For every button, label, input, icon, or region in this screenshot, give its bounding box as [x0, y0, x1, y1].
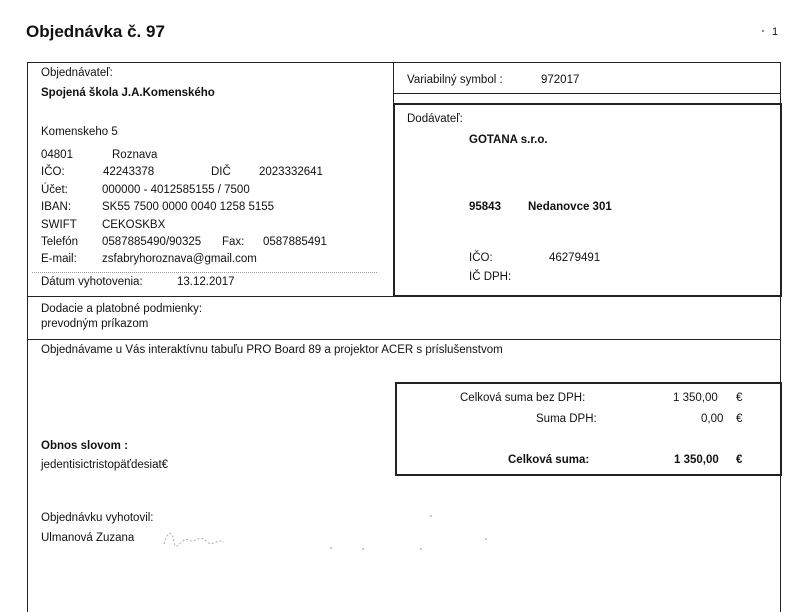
orderer-iban: SK55 7500 0000 0040 1258 5155: [102, 201, 275, 213]
orderer-fax-label: Fax:: [222, 236, 245, 248]
scan-speck: [330, 547, 332, 549]
page-number: 1: [772, 26, 779, 38]
terms-value: prevodným príkazom: [41, 318, 149, 330]
orderer-city: Roznava: [112, 149, 158, 161]
supplier-zip: 95843: [469, 201, 501, 213]
vs-bottom-border: [393, 93, 780, 94]
date-separator: [32, 272, 377, 273]
orderer-email: zsfabryhoroznava@gmail.com: [102, 253, 257, 265]
terms-label: Dodacie a platobné podmienky:: [41, 303, 203, 315]
scan-speck: [430, 515, 432, 517]
supplier-label: Dodávateľ:: [407, 113, 463, 125]
supplier-name: GOTANA s.r.o.: [469, 134, 548, 146]
net-value: 1 350,00: [673, 392, 718, 404]
date-value: 13.12.2017: [177, 276, 235, 288]
supplier-box: [393, 103, 782, 297]
orderer-account: 000000 - 4012585155 / 7500: [102, 184, 250, 196]
orderer-street: Komenskeho 5: [41, 126, 118, 138]
total-label: Celková suma:: [508, 454, 590, 466]
variable-symbol-value: 972017: [541, 74, 580, 86]
words-value: jedentisictristopäťdesiat€: [41, 459, 169, 471]
scan-speck: [362, 548, 364, 550]
form-left-border: [27, 62, 28, 612]
vat-value: 0,00: [701, 413, 724, 425]
description-top-border: [27, 339, 780, 340]
orderer-iban-label: IBAN:: [41, 201, 72, 213]
creator-name: Ulmanová Zuzana: [41, 532, 135, 544]
date-label: Dátum vyhotovenia:: [41, 276, 143, 288]
creator-label: Objednávku vyhotovil:: [41, 512, 154, 524]
orderer-ico: 42243378: [103, 166, 155, 178]
orderer-dic-label: DIČ: [211, 166, 231, 178]
orderer-swift: CEKOSKBX: [102, 219, 166, 231]
orderer-fax: 0587885491: [263, 236, 327, 248]
net-label: Celková suma bez DPH:: [460, 392, 586, 404]
net-currency: €: [736, 392, 743, 404]
orderer-swift-label: SWIFT: [41, 219, 77, 231]
orderer-ico-label: IČO:: [41, 166, 65, 178]
supplier-ico-label: IČO:: [469, 252, 493, 264]
orderer-name: Spojená škola J.A.Komenského: [41, 87, 215, 99]
page-title: Objednávka č. 97: [26, 22, 165, 41]
form-top-border: [27, 62, 780, 63]
orderer-dic: 2023332641: [259, 166, 323, 178]
signature-scribble: [160, 526, 240, 550]
supplier-ico: 46279491: [549, 252, 601, 264]
orderer-phone-label: Telefón: [41, 236, 79, 248]
scan-speck: [485, 538, 487, 540]
supplier-icdph-label: IČ DPH:: [469, 271, 512, 283]
words-label: Obnos slovom :: [41, 440, 128, 452]
order-description: Objednávame u Vás interaktívnu tabuľu PRO Board 89 a projektor ACER s príslušenstvom: [41, 344, 503, 356]
vat-label: Suma DPH:: [536, 413, 597, 425]
orderer-email-label: E-mail:: [41, 253, 77, 265]
scan-speck: [420, 548, 422, 550]
orderer-account-label: Účet:: [41, 184, 68, 196]
total-currency: €: [736, 454, 743, 466]
scan-speck: [762, 30, 764, 32]
variable-symbol-label: Variabilný symbol :: [407, 74, 503, 86]
orderer-label: Objednávateľ:: [41, 67, 113, 79]
orderer-zip: 04801: [41, 149, 73, 161]
total-value: 1 350,00: [674, 454, 719, 466]
supplier-address: Nedanovce 301: [528, 201, 612, 213]
orderer-phone: 0587885490/90325: [102, 236, 202, 248]
vat-currency: €: [736, 413, 743, 425]
